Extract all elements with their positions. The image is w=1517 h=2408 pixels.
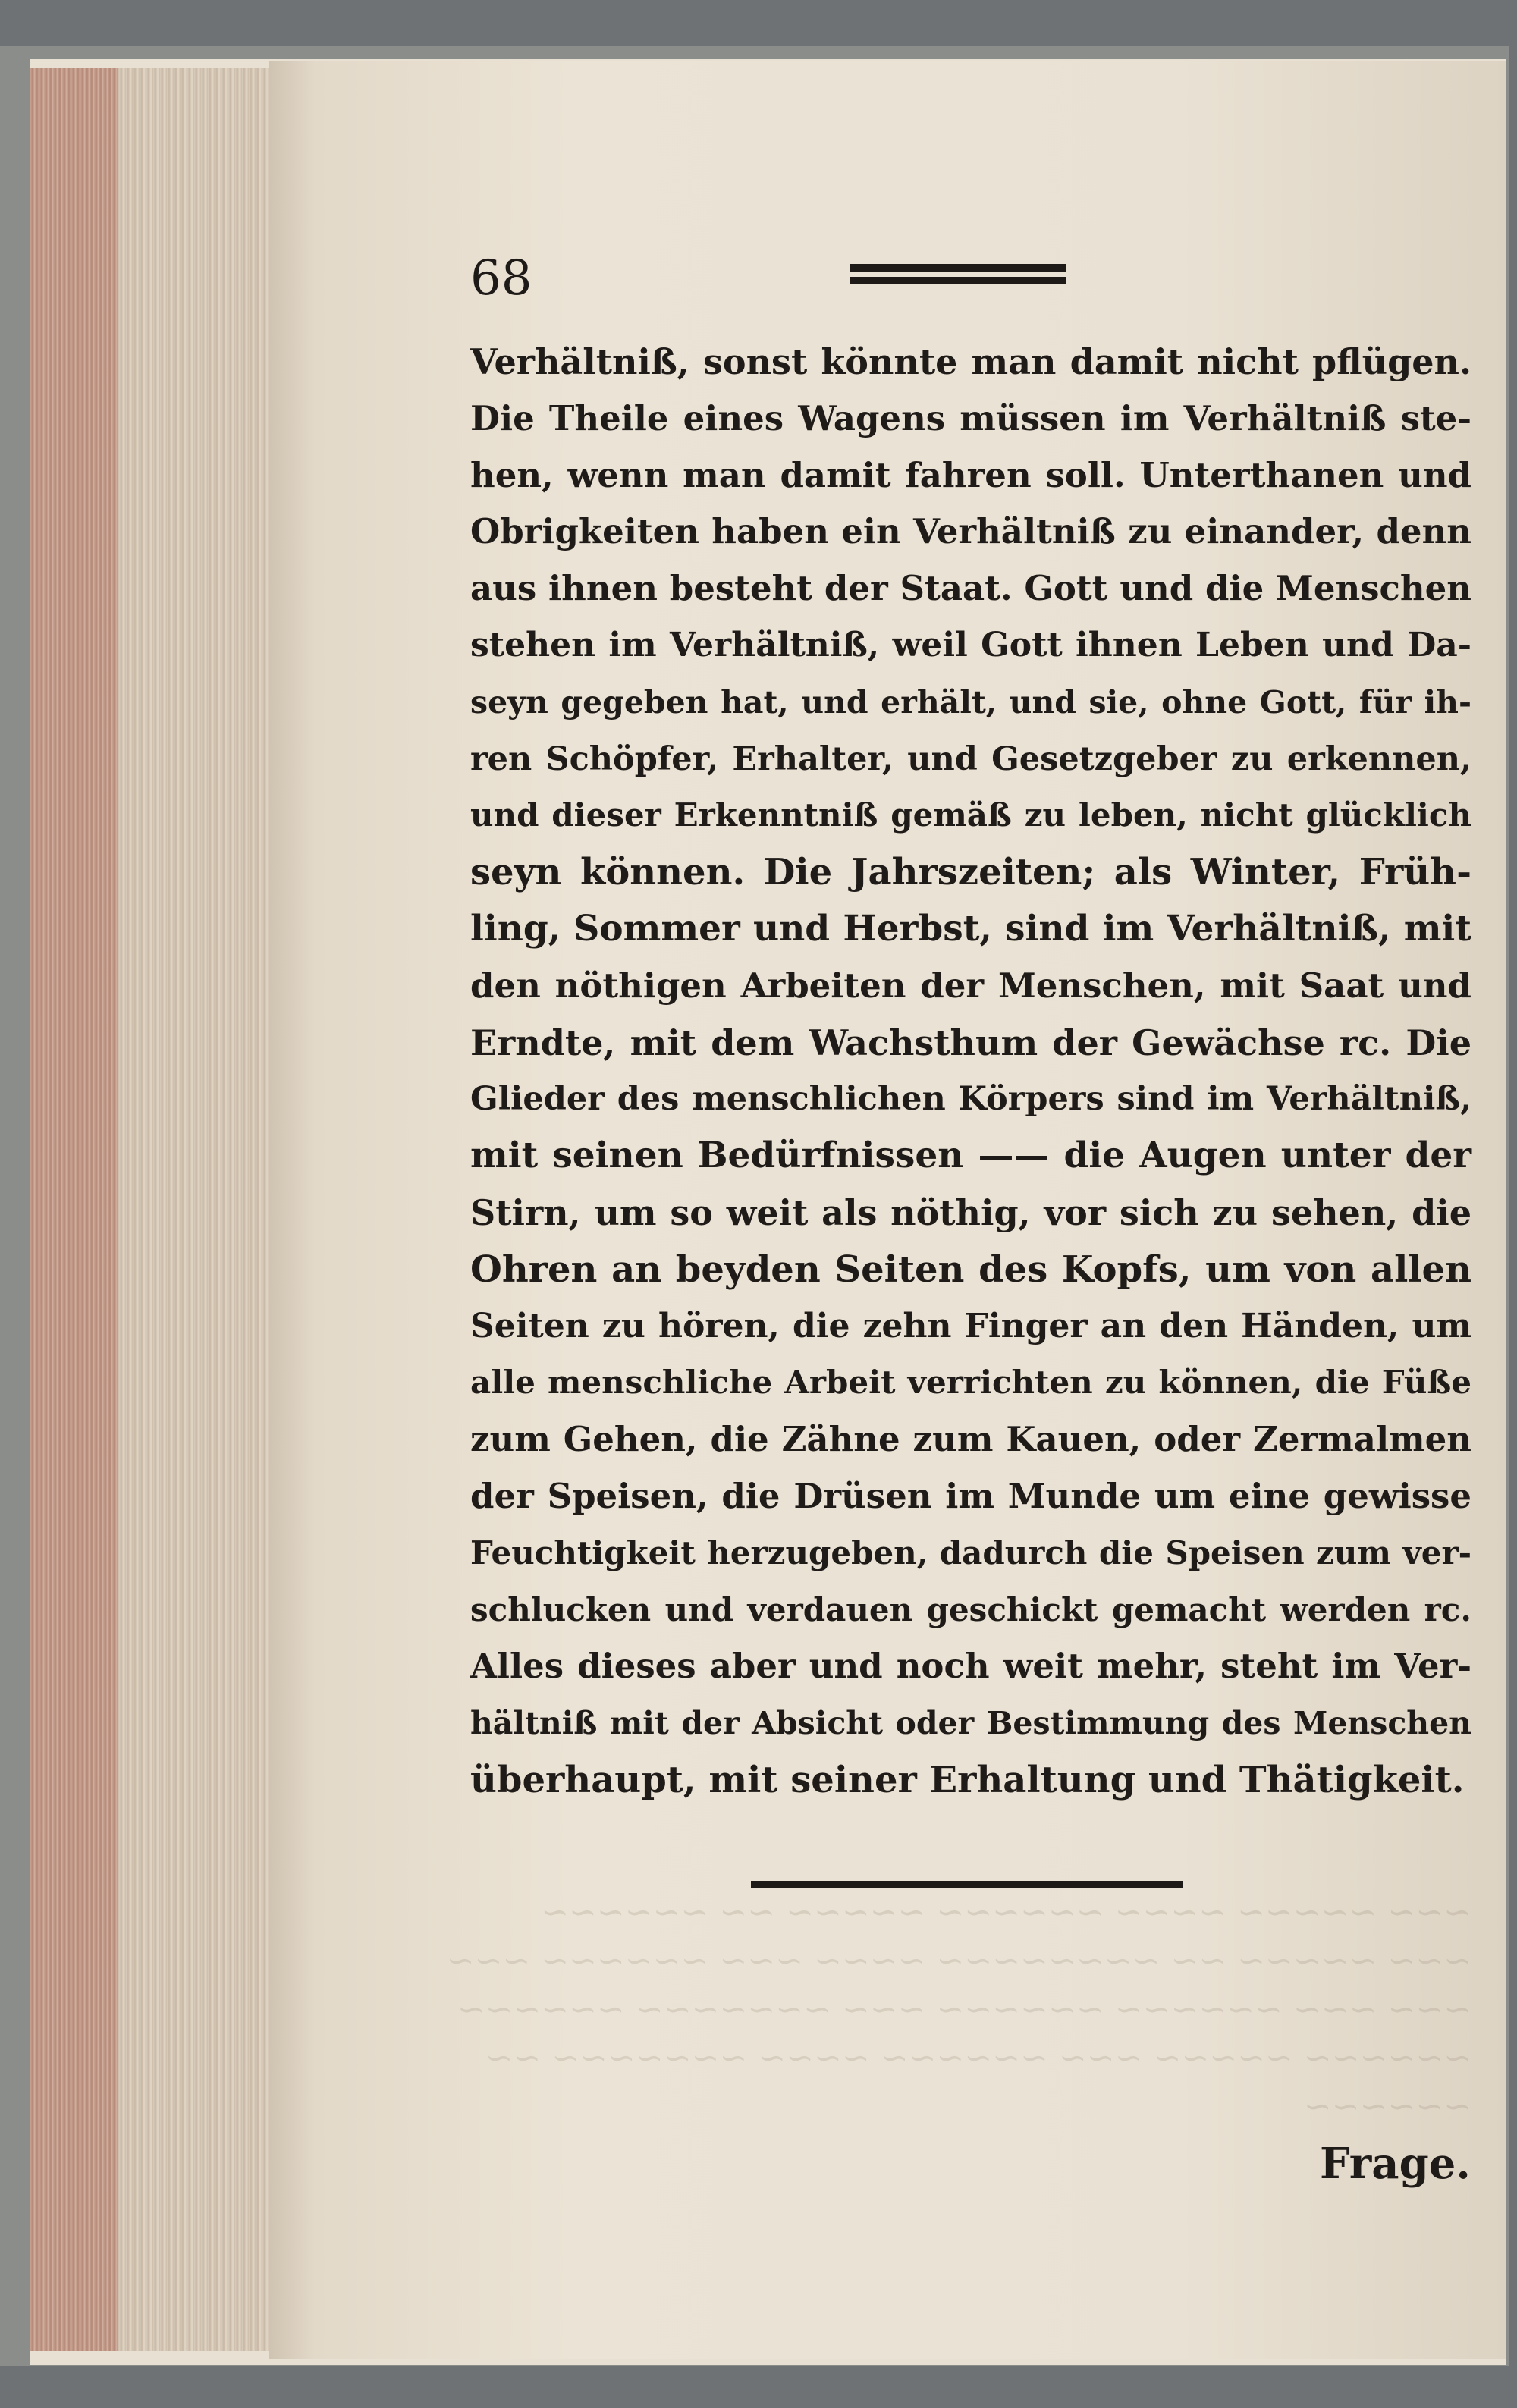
section-divider-rule — [751, 1881, 1183, 1888]
text-line: Die Theile eines Wagens müssen im Verhältniß ste- — [470, 397, 1471, 438]
text-line: Seiten zu hören, die zehn Finger an den Händen, um — [470, 1306, 1471, 1345]
text-line: Stirn, um so weit als nöthig, vor sich zu sehen, die — [470, 1191, 1471, 1233]
text-line: ren Schöpfer, Erhalter, und Gesetzgeber zu erkennen, — [470, 739, 1471, 778]
text-line: Ohren an beyden Seiten des Kopfs, um von allen — [470, 1248, 1471, 1291]
text-line: alle menschliche Arbeit verrichten zu können, die Füße — [470, 1364, 1471, 1402]
page-header — [470, 250, 1456, 311]
text-line: ling, Sommer und Herbst, sind im Verhältniß, mit — [470, 907, 1471, 950]
text-line: Alles dieses aber und noch weit mehr, steht im Ver- — [470, 1646, 1471, 1687]
text-line: Verhältniß, sonst könnte man damit nicht pflügen. — [470, 341, 1471, 382]
text-line: mit seinen Bedürfnissen —— die Augen unter der — [470, 1135, 1471, 1177]
page-edges-colored — [30, 68, 118, 2351]
text-line: zum Gehen, die Zähne zum Kauen, oder Zermalmen — [470, 1419, 1471, 1460]
text-line: Obrigkeiten haben ein Verhältniß zu einander, denn — [470, 511, 1471, 552]
text-line: seyn gegeben hat, und erhält, und sie, ohne Gott, für ih- — [470, 683, 1471, 721]
text-line: überhaupt, mit seiner Erhaltung und Thätigkeit. — [470, 1758, 1465, 1801]
header-double-rule — [850, 264, 1066, 287]
text-line: Glieder des menschlichen Körpers sind im Verhältniß, — [470, 1080, 1471, 1119]
text-line: hen, wenn man damit fahren soll. Unterthanen und — [470, 454, 1471, 495]
text-line: schlucken und verdauen geschickt gemacht werden rc. — [470, 1590, 1471, 1628]
text-line: seyn können. Die Jahrszeiten; als Winter, Früh- — [470, 851, 1471, 894]
text-line: Feuchtigkeit herzugeben, dadurch die Speisen zum ver- — [470, 1534, 1471, 1571]
text-line: der Speisen, die Drüsen im Munde um eine gewisse — [470, 1475, 1471, 1516]
text-line: aus ihnen besteht der Staat. Gott und die Menschen — [470, 568, 1471, 609]
text-line: Erndte, mit dem Wachsthum der Gewächse rc. Die — [470, 1022, 1471, 1063]
catchword: Frage. — [1320, 2139, 1471, 2189]
text-line: den nöthigen Arbeiten der Menschen, mit Saat und — [470, 965, 1471, 1006]
text-line: hältniß mit der Absicht oder Bestimmung des Menschen — [470, 1705, 1471, 1742]
body-text — [470, 334, 1471, 1809]
page-number: 68 — [470, 250, 532, 306]
text-line: und dieser Erkenntniß gemäß zu leben, nicht glücklich — [470, 796, 1471, 834]
text-line: stehen im Verhältniß, weil Gott ihnen Leben und Da- — [470, 625, 1471, 664]
